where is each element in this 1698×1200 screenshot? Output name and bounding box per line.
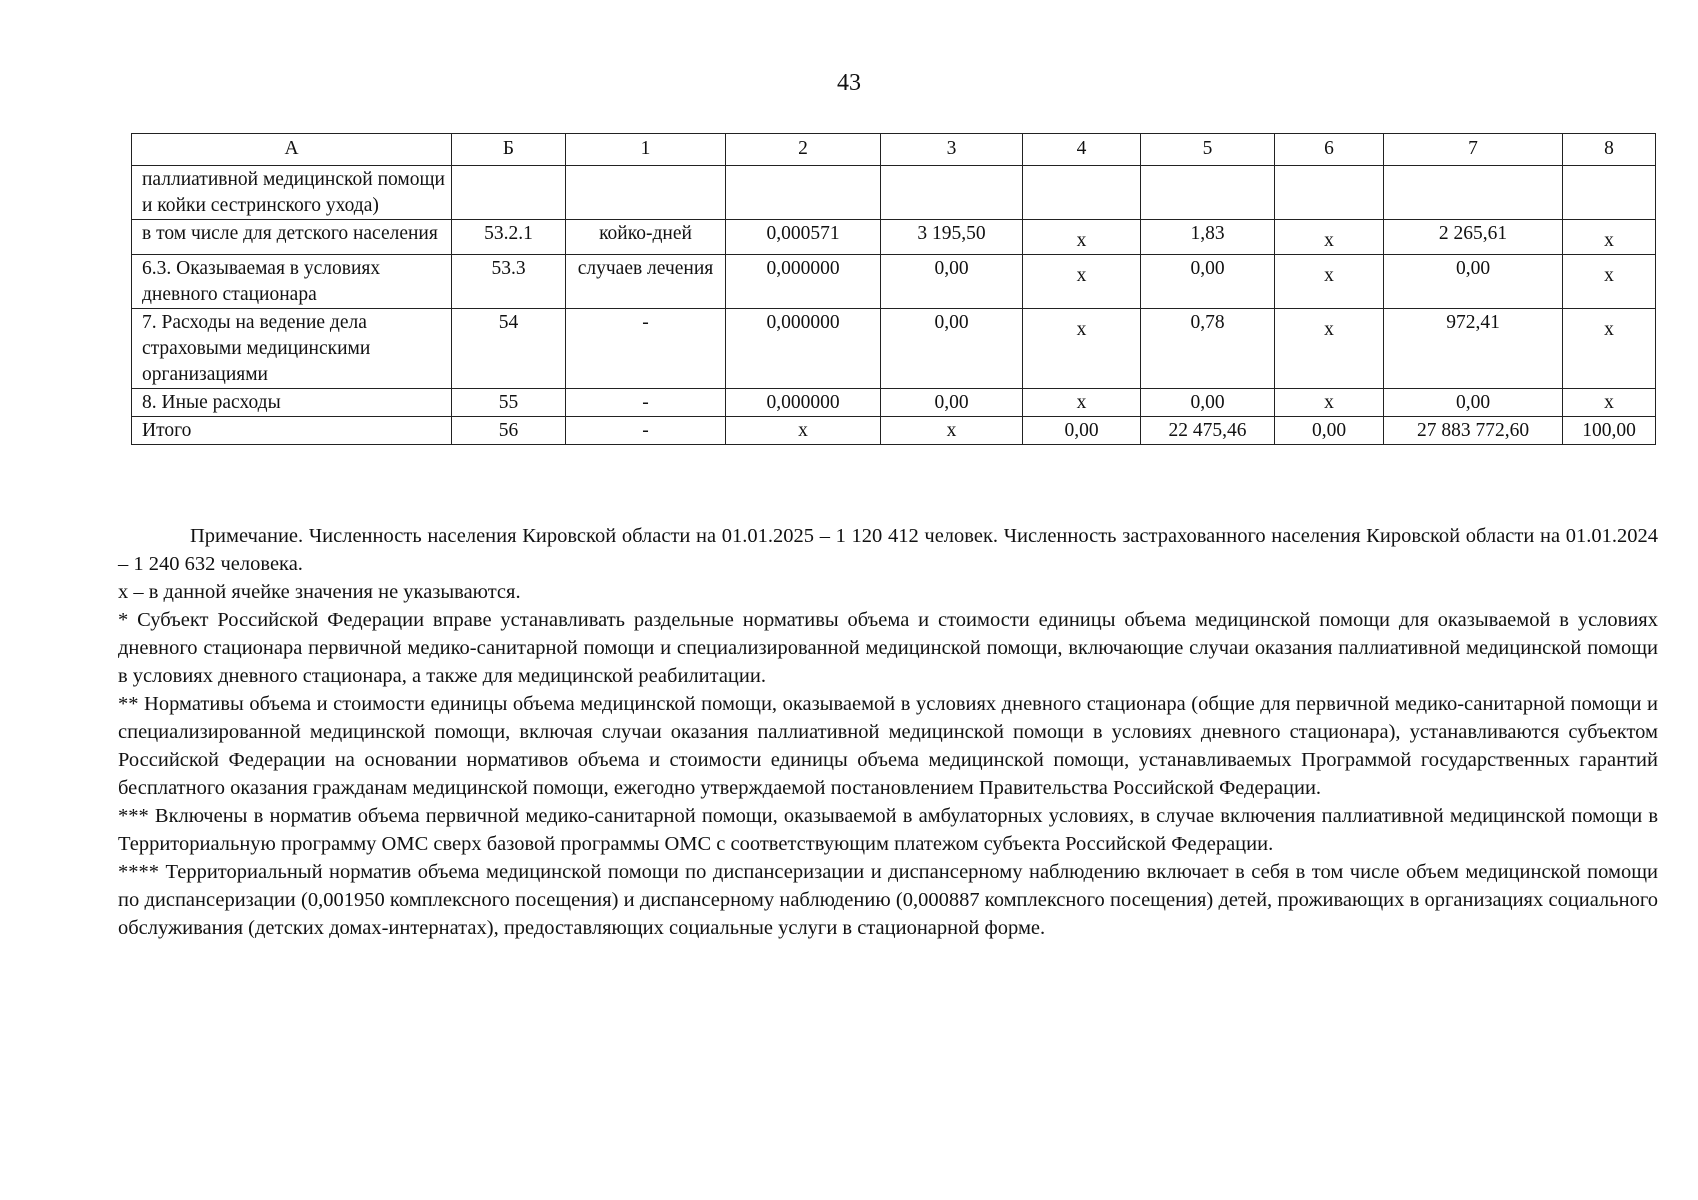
cell-5: 0,00 [1141,389,1275,417]
footnote-3: *** Включены в норматив объема первичной медико-санитарной помощи, оказываемой в амбулаторных условиях, в случае включения паллиативной медицинской помощи в Территориальную программу ОМС сверх базовой программы ОМС с соответствующим платежом субъекта Российской Федерации. [118,805,1658,855]
cell-b: 54 [452,309,566,389]
cell-b: 53.3 [452,255,566,309]
cell-a: 6.3. Оказываемая в условиях дневного стационара [132,255,452,309]
cell-7: 0,00 [1384,389,1563,417]
column-header-8: 8 [1563,134,1656,166]
cell-8: х [1563,389,1656,417]
footnote-4: **** Территориальный норматив объема медицинской помощи по диспансеризации и диспансерному наблюдению включает в себя в том числе объем медицинской помощи по диспансеризации (0,001950 комплексного посещения) и диспансерному наблюдению (0,000887 комплексного посещения) детей, проживающих в организациях социального обслуживания (детских домах-интернатах), предоставляющих социальные услуги в стационарной форме. [118,861,1658,939]
cell-7 [1384,166,1563,220]
page-number: 43 [837,70,861,96]
cell-6: 0,00 [1275,417,1384,445]
cell-2: 0,000000 [726,309,881,389]
column-header-6: 6 [1275,134,1384,166]
cell-4: х [1023,255,1141,309]
cell-4: х [1023,389,1141,417]
notes-section [118,522,1658,942]
cell-5: 22 475,46 [1141,417,1275,445]
column-header-2: 2 [726,134,881,166]
cell-b: 55 [452,389,566,417]
cell-3: х [881,417,1023,445]
cell-a: в том числе для детского населения [132,220,452,255]
cell-8: х [1563,255,1656,309]
cell-6: х [1275,389,1384,417]
cell-3: 0,00 [881,309,1023,389]
table-header-row [132,134,1656,166]
cell-7: 27 883 772,60 [1384,417,1563,445]
cell-2: 0,000571 [726,220,881,255]
note-population: Примечание. Численность населения Кировской области на 01.01.2025 – 1 120 412 человек. Численность застрахованного населения Кировской области на 01.01.2024 – 1 240 632 человека. [118,525,1658,575]
cell-6: х [1275,220,1384,255]
column-header-4: 4 [1023,134,1141,166]
cell-8: х [1563,220,1656,255]
cell-4: х [1023,309,1141,389]
cell-1: - [566,417,726,445]
cell-4: 0,00 [1023,417,1141,445]
cell-a: 7. Расходы на ведение дела страховыми медицинскими организациями [132,309,452,389]
cell-b: 56 [452,417,566,445]
cell-7: 972,41 [1384,309,1563,389]
cell-5: 0,78 [1141,309,1275,389]
cell-7: 0,00 [1384,255,1563,309]
column-header-b: Б [452,134,566,166]
cell-5: 0,00 [1141,255,1275,309]
cell-8: 100,00 [1563,417,1656,445]
data-table [131,133,1656,445]
cell-a: 8. Иные расходы [132,389,452,417]
column-header-5: 5 [1141,134,1275,166]
cell-4: х [1023,220,1141,255]
column-header-1: 1 [566,134,726,166]
column-header-3: 3 [881,134,1023,166]
note-x-legend: х – в данной ячейке значения не указываются. [118,581,521,603]
cell-2: 0,000000 [726,255,881,309]
cell-1: - [566,389,726,417]
footnote-1: * Субъект Российской Федерации вправе устанавливать раздельные нормативы объема и стоимости единицы объема медицинской помощи для оказываемой в условиях дневного стационара первичной медико-санитарной помощи и специализированной медицинской помощи, включающие случаи оказания паллиативной медицинской помощи в условиях дневного стационара, а также для медицинской реабилитации. [118,609,1658,687]
cell-6: х [1275,309,1384,389]
table-row [132,255,1656,309]
cell-8: х [1563,309,1656,389]
cell-2: х [726,417,881,445]
cell-3: 0,00 [881,389,1023,417]
cell-8 [1563,166,1656,220]
cell-a: паллиативной медицинской помощи и койки сестринского ухода) [132,166,452,220]
table-row [132,166,1656,220]
cell-1: койко-дней [566,220,726,255]
table-row [132,309,1656,389]
cell-5 [1141,166,1275,220]
cell-2: 0,000000 [726,389,881,417]
cell-1 [566,166,726,220]
cell-3 [881,166,1023,220]
column-header-7: 7 [1384,134,1563,166]
cell-3: 3 195,50 [881,220,1023,255]
cell-3: 0,00 [881,255,1023,309]
table-row-total [132,417,1656,445]
footnote-2: ** Нормативы объема и стоимости единицы объема медицинской помощи, оказываемой в условиях дневного стационара (общие для первичной медико-санитарной помощи и специализированной медицинской помощи, включая случаи оказания паллиативной медицинской помощи в условиях дневного стационара), устанавливаются субъектом Российской Федерации на основании нормативов объема и стоимости единицы объема медицинской помощи, устанавливаемых Программой государственных гарантий бесплатного оказания гражданам медицинской помощи, ежегодно утверждаемой постановлением Правительства Российской Федерации. [118,693,1658,799]
cell-1: случаев лечения [566,255,726,309]
table-row [132,220,1656,255]
cell-b: 53.2.1 [452,220,566,255]
cell-4 [1023,166,1141,220]
cell-2 [726,166,881,220]
cell-b [452,166,566,220]
cell-5: 1,83 [1141,220,1275,255]
cell-6: х [1275,255,1384,309]
table-row [132,389,1656,417]
cell-1: - [566,309,726,389]
cell-6 [1275,166,1384,220]
column-header-a: А [132,134,452,166]
cell-7: 2 265,61 [1384,220,1563,255]
cell-a: Итого [132,417,452,445]
